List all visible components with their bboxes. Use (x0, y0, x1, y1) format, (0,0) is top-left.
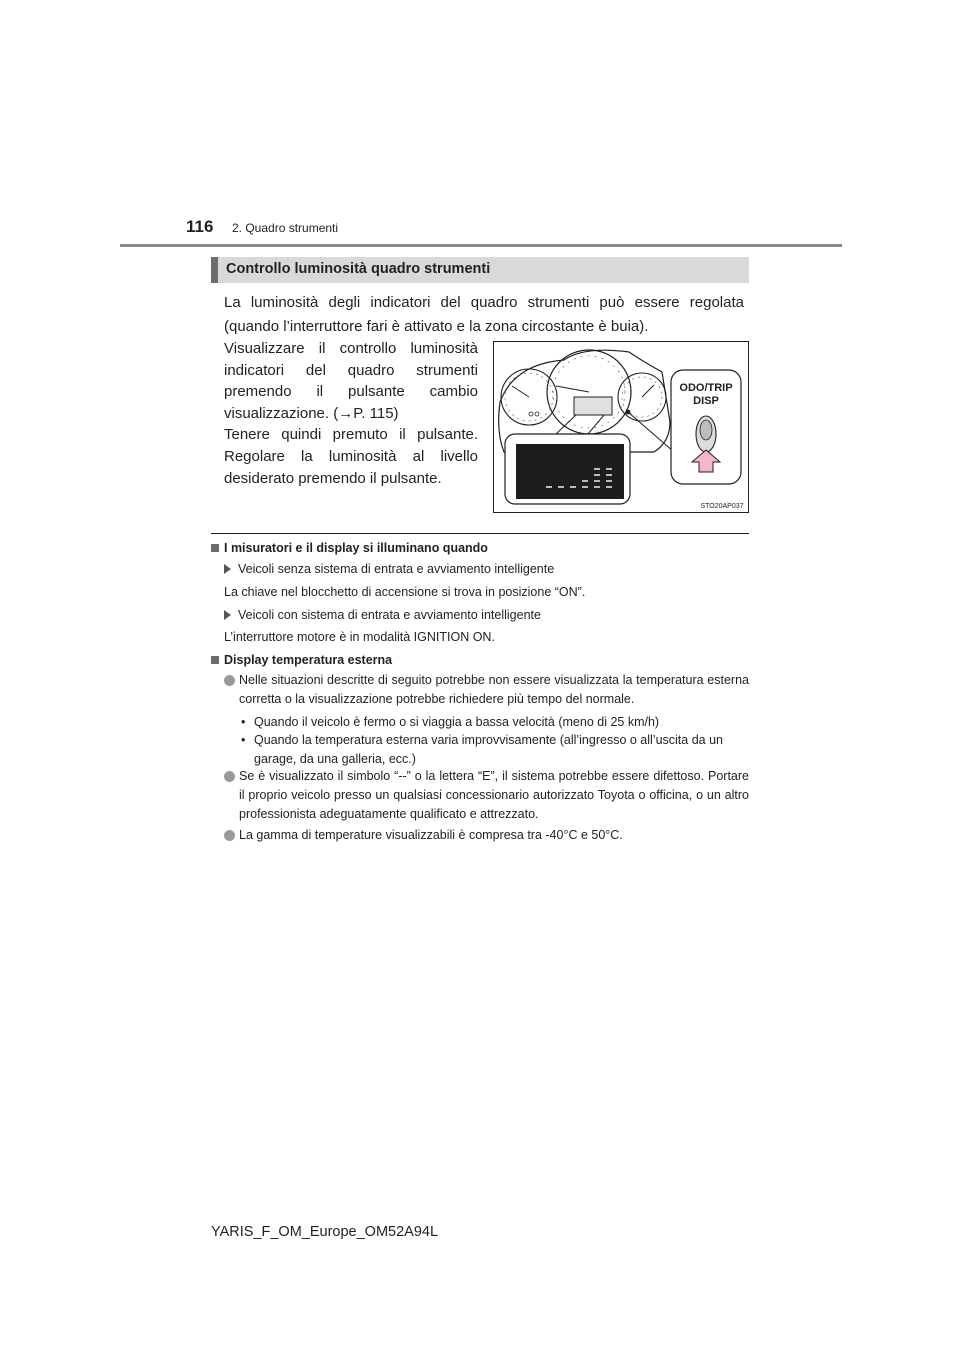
temp-sub-item-2: • Quando la temperatura esterna varia improvvisamente (all’ingresso o all’uscita da un garage, da una galleria, ecc.) (241, 733, 723, 766)
condition-item-without-smart-entry: Veicoli senza sistema di entrata e avviamento intelligente (224, 560, 554, 579)
circle-bullet-icon (224, 771, 235, 782)
temp-bullet-3: La gamma di temperature visualizzabili è compresa tra -40°C e 50°C. (224, 826, 749, 845)
temp-bullet-2: Se è visualizzato il simbolo “--” o la lettera “E”, il sistema potrebbe essere difettoso. Portare il proprio veicolo presso un qualsiasi concessionario autorizzato Toyota o officina, o un altro professionista adeguatamente qualificato e attrezzato. (224, 767, 749, 824)
note-heading-outside-temp: Display temperatura esterna (211, 653, 392, 667)
header-rule (120, 244, 842, 247)
triangle-bullet-icon (224, 610, 231, 620)
chapter-title: 2. Quadro strumenti (232, 221, 339, 235)
instruction-step-2: Tenere quindi premuto il pulsante. Regolare la luminosità al livello desiderato premendo il pulsante. (224, 426, 478, 487)
section-title: Controllo luminosità quadro strumenti (226, 261, 491, 277)
footer-doc-id: YARIS_F_OM_Europe_OM52A94L (211, 1224, 439, 1240)
multi-info-display (574, 397, 612, 415)
intro-paragraph: La luminosità degli indicatori del quadro strumenti può essere regolata (quando l’interruttore fari è attivato e la zona circostante è buia). (224, 294, 744, 335)
condition-text-with-smart-entry: L’interruttore motore è in modalità IGNITION ON. (224, 630, 495, 644)
temp-sub-item-1: • Quando il veicolo è fermo o si viaggia a bassa velocità (meno di 25 km/h) (241, 715, 660, 729)
square-bullet-icon (211, 544, 219, 552)
square-bullet-icon (211, 656, 219, 664)
button-label-line1: ODO/TRIP (679, 382, 733, 394)
cluster-illustration (494, 342, 748, 512)
section-title-bar (211, 257, 749, 283)
temp-bullet-1: Nelle situazioni descritte di seguito potrebbe non essere visualizzata la temperatura esterna corretta o la visualizzazione potrebbe richiedere più tempo del normale. (224, 671, 749, 709)
instruction-step-1: Visualizzare il controllo luminosità indicatori del quadro strumenti premendo il pulsante cambio visualizzazione. (→P. 115) (224, 340, 478, 422)
triangle-bullet-icon (224, 564, 231, 574)
instrument-cluster-figure (493, 341, 749, 513)
circle-bullet-icon (224, 830, 235, 841)
condition-item-with-smart-entry: Veicoli con sistema di entrata e avviamento intelligente (224, 606, 541, 625)
button-label-line2: DISP (693, 395, 719, 407)
condition-text-without-smart-entry: La chiave nel blocchetto di accensione si trova in posizione “ON”. (224, 585, 586, 599)
display-zoom-screen (516, 444, 624, 499)
note-heading-illumination: I misuratori e il display si illuminano quando (211, 541, 488, 555)
instructions (224, 338, 478, 489)
circle-bullet-icon (224, 675, 235, 686)
notes-rule (211, 533, 749, 534)
figure-code: STO20AP037 (700, 503, 744, 510)
page-number: 116 (186, 217, 214, 236)
